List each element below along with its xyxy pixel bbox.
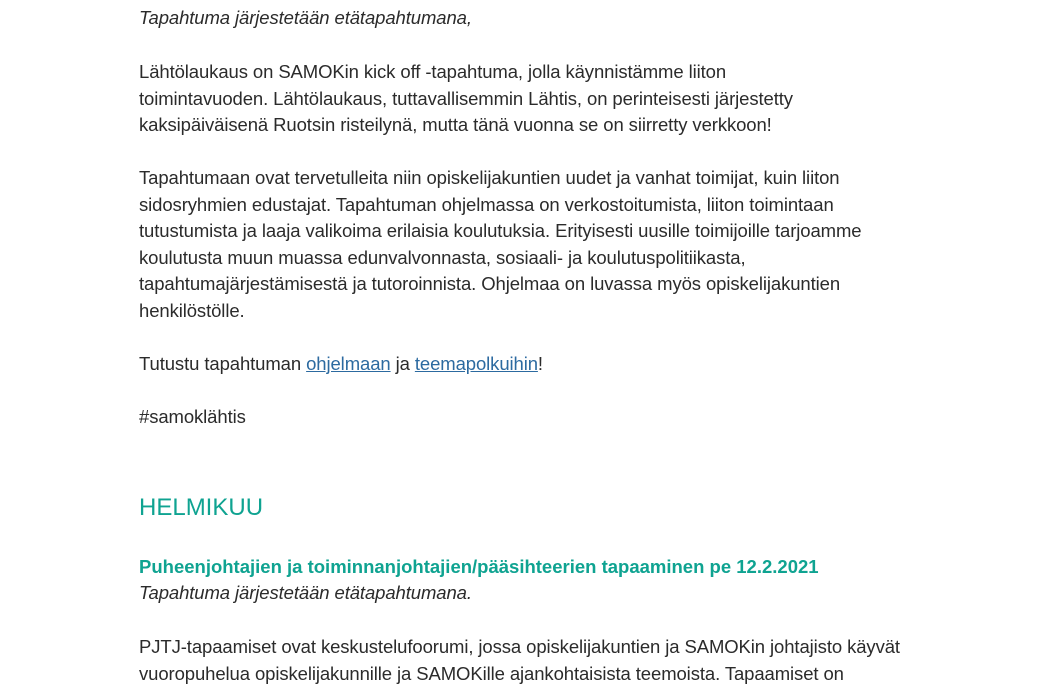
links-suffix: ! [538,353,543,374]
paragraph-line: Tapahtumaan ovat tervetulleita niin opiskelijakuntien uudet ja vanhat toimijat, kuin liiton [139,165,840,192]
event-subtitle: Tapahtuma järjestetään etätapahtumana, [139,5,472,32]
program-link[interactable]: ohjelmaan [306,353,390,374]
links-prefix: Tutustu tapahtuman [139,353,306,374]
paragraph-line: toimintavuoden. Lähtölaukaus, tuttavallisemmin Lähtis, on perinteisesti järjestetty [139,86,793,113]
paragraph-line: vuoropuhelua opiskelijakunnille ja SAMOKille ajankohtaisista teemoista. Tapaamiset on [139,661,844,687]
event-subtitle: Tapahtuma järjestetään etätapahtumana. [139,580,472,607]
paragraph-line: sidosryhmien edustajat. Tapahtuman ohjelmassa on verkostoitumista, liiton toimintaan [139,192,834,219]
links-middle: ja [391,353,415,374]
paragraph-line: Lähtölaukaus on SAMOKin kick off -tapahtuma, jolla käynnistämme liiton [139,59,726,86]
paragraph-line: koulutusta muun muassa edunvalvonnasta, sosiaali- ja koulutuspolitiikasta, [139,245,746,272]
paragraph-line: PJTJ-tapaamiset ovat keskustelufoorumi, jossa opiskelijakuntien ja SAMOKin johtajisto käyvät [139,634,900,661]
paragraph-line: kaksipäiväisenä Ruotsin risteilynä, mutta tänä vuonna se on siirretty verkkoon! [139,112,772,139]
paragraph-line: henkilöstölle. [139,298,245,325]
links-paragraph [139,351,543,378]
paragraph-line: tutustumista ja laaja valikoima erilaisia koulutuksia. Erityisesti uusille toimijoille tarjoamme [139,218,861,245]
paragraph-line: tapahtumajärjestämisestä ja tutoroinnista. Ohjelmaa on luvassa myös opiskelijakuntien [139,271,840,298]
hashtag: #samoklähtis [139,404,246,431]
theme-paths-link[interactable]: teemapolkuihin [415,353,538,374]
event-title: Puheenjohtajien ja toiminnanjohtajien/pääsihteerien tapaaminen pe 12.2.2021 [139,556,819,578]
section-heading: HELMIKUU [139,494,263,522]
